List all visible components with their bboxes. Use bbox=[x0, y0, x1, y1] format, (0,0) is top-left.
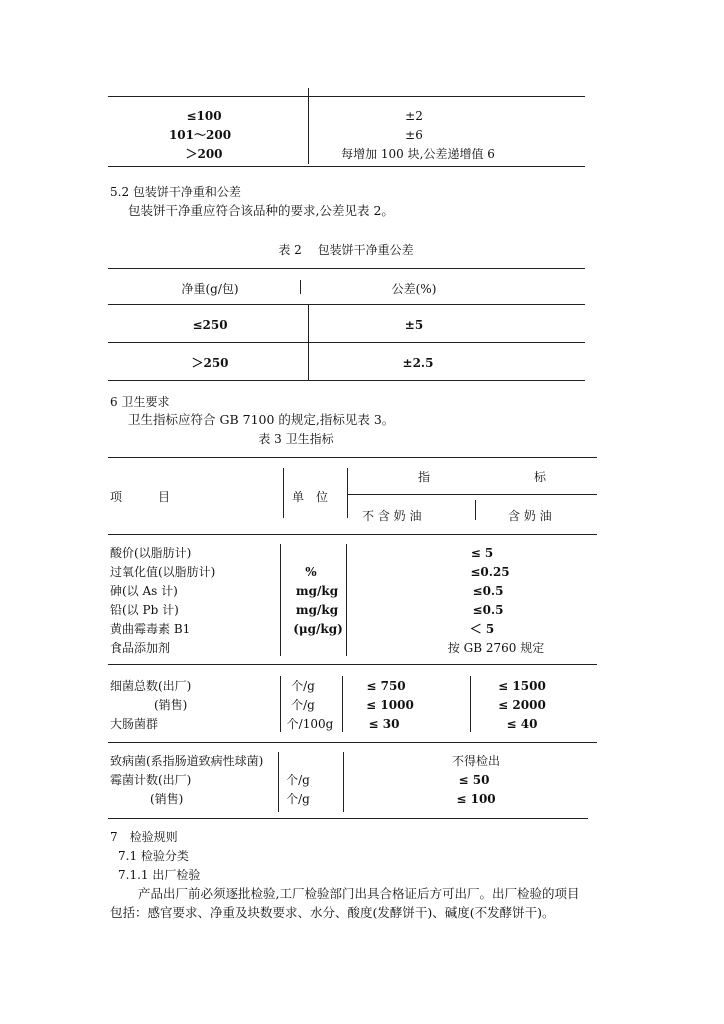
table3-g1-unit-3: mg/kg bbox=[295, 584, 339, 598]
table2-bottom-rule bbox=[108, 380, 585, 381]
table2-top-rule bbox=[108, 268, 585, 269]
table1-count-1: ≤100 bbox=[186, 109, 222, 123]
table3-g2-unit-3: 个/100g bbox=[286, 717, 334, 731]
table3-g2-unit-1: 个/g bbox=[291, 679, 315, 693]
table3-index-subrule bbox=[347, 494, 597, 495]
table3-header-divider-2 bbox=[347, 468, 348, 518]
table3-g2-with-butter-2: ≤ 2000 bbox=[498, 698, 546, 712]
table2-header-rule bbox=[108, 304, 585, 305]
table3-group2-divider-3 bbox=[470, 676, 471, 732]
table3-header-item: 项 目 bbox=[110, 490, 171, 504]
table3-g3-value-2: ≤ 50 bbox=[458, 773, 490, 787]
table3-header-divider-1 bbox=[283, 468, 284, 518]
section-7-1-heading: 7.1 检验分类 bbox=[118, 849, 189, 863]
section-6-text: 卫生指标应符合 GB 7100 的规定,指标见表 3。 bbox=[128, 412, 395, 427]
table2-header-tolerance: 公差(%) bbox=[391, 282, 437, 296]
table3-g3-value-1: 不得检出 bbox=[451, 754, 501, 768]
table3-group2-rule bbox=[108, 742, 597, 743]
table3-g3-item-1: 致病菌(系指肠道致病性球菌) bbox=[110, 754, 264, 768]
table3-g1-item-4: 铅(以 Pb 计) bbox=[110, 603, 179, 617]
table3-g2-no-butter-2: ≤ 1000 bbox=[366, 698, 414, 712]
table3-top-rule bbox=[108, 457, 597, 458]
table3-group2-divider-2 bbox=[342, 676, 343, 732]
table3-g1-value-3: ≤0.5 bbox=[472, 584, 504, 598]
table1-top-rule bbox=[108, 96, 585, 97]
table3-g1-value-5: ＜ 5 bbox=[469, 622, 495, 636]
section-5-2-text: 包装饼干净重应符合该品种的要求,公差见表 2。 bbox=[128, 203, 394, 218]
table3-g2-item-1: 细菌总数(出厂) bbox=[110, 679, 192, 693]
table1-tolerance-3: 每增加 100 块,公差递增值 6 bbox=[341, 147, 495, 161]
table2-header-weight: 净重(g/包) bbox=[181, 282, 239, 296]
table3-bottom-rule bbox=[108, 818, 588, 819]
table3-header-unit: 单 位 bbox=[292, 490, 329, 504]
table3-caption: 表 3 卫生指标 bbox=[258, 432, 334, 446]
table3-g2-with-butter-3: ≤ 40 bbox=[506, 717, 538, 731]
table3-g1-value-2: ≤0.25 bbox=[470, 565, 510, 579]
table3-g1-value-1: ≤ 5 bbox=[470, 546, 494, 560]
table3-header-no-butter: 不 含 奶 油 bbox=[362, 509, 422, 523]
table3-group3-divider-2 bbox=[343, 752, 344, 812]
table3-header-index-2: 标 bbox=[534, 470, 547, 484]
table3-g1-value-4: ≤0.5 bbox=[472, 603, 504, 617]
table3-g1-value-6: 按 GB 2760 规定 bbox=[447, 641, 545, 655]
table3-g2-item-3: 大肠菌群 bbox=[110, 717, 159, 731]
table3-g2-unit-2: 个/g bbox=[291, 698, 315, 712]
table3-index-subdivider bbox=[475, 500, 476, 520]
table1-tolerance-2: ±6 bbox=[405, 128, 423, 142]
table3-header-index: 指 bbox=[418, 470, 431, 484]
table2-header-divider bbox=[300, 280, 301, 294]
table2-weight-1: ≤250 bbox=[192, 318, 228, 332]
table3-group3-divider-1 bbox=[278, 752, 279, 812]
section-7-1-1-heading: 7.1.1 出厂检验 bbox=[118, 868, 201, 882]
table1-count-2: 101～200 bbox=[168, 128, 232, 142]
table3-g3-item-3: (销售) bbox=[150, 792, 184, 806]
table2-tolerance-1: ±5 bbox=[404, 318, 424, 332]
table3-g3-value-3: ≤ 100 bbox=[456, 792, 496, 806]
table3-g1-unit-4: mg/kg bbox=[295, 603, 339, 617]
table3-g3-unit-2: 个/g bbox=[286, 773, 310, 787]
section-5-2-heading: 5.2 包装饼干净重和公差 bbox=[110, 185, 241, 199]
table3-g2-with-butter-1: ≤ 1500 bbox=[498, 679, 546, 693]
section-6-heading: 6 卫生要求 bbox=[110, 395, 170, 409]
table3-g3-unit-3: 个/g bbox=[286, 792, 310, 806]
table3-g1-item-3: 砷(以 As 计) bbox=[110, 584, 178, 598]
section-7-1-1-para-line2: 包括：感官要求、净重及块数要求、水分、酸度(发酵饼干)、碱度(不发酵饼干)。 bbox=[110, 905, 555, 920]
table3-g2-item-2: (销售) bbox=[154, 698, 188, 712]
table3-group1-rule bbox=[108, 664, 597, 665]
table3-g2-no-butter-3: ≤ 30 bbox=[368, 717, 400, 731]
table3-header-with-butter: 含 奶 油 bbox=[508, 509, 552, 523]
table1-tolerance-1: ±2 bbox=[405, 109, 423, 123]
table3-group1-divider-1 bbox=[280, 544, 281, 656]
table3-header-rule bbox=[108, 534, 597, 535]
table3-group1-divider-2 bbox=[346, 544, 347, 656]
table3-g1-item-1: 酸价(以脂肪计) bbox=[110, 546, 192, 560]
table1-count-3: ＞200 bbox=[185, 147, 223, 161]
table1-column-divider bbox=[308, 88, 309, 164]
table3-g2-no-butter-1: ≤ 750 bbox=[366, 679, 406, 693]
table3-group2-divider-1 bbox=[280, 676, 281, 732]
table2-tolerance-2: ±2.5 bbox=[402, 356, 434, 370]
table1-bottom-rule bbox=[108, 166, 585, 167]
table3-g1-unit-5: (μg/kg) bbox=[293, 622, 343, 636]
table3-g1-unit-2: % bbox=[305, 565, 317, 579]
table3-g1-item-5: 黄曲霉毒素 B1 bbox=[110, 622, 191, 636]
section-7-heading: 7 检验规则 bbox=[110, 830, 178, 844]
table2-row-rule bbox=[108, 342, 585, 343]
table2-weight-2: ＞250 bbox=[191, 356, 229, 370]
section-7-1-1-para-line1: 产品出厂前必须逐批检验,工厂检验部门出具合格证后方可出厂。出厂检验的项目 bbox=[138, 886, 580, 901]
table3-g1-item-6: 食品添加剂 bbox=[110, 641, 171, 655]
table2-caption: 表 2 包装饼干净重公差 bbox=[278, 243, 414, 257]
table3-g3-item-2: 霉菌计数(出厂) bbox=[110, 773, 192, 787]
table3-g1-item-2: 过氧化值(以脂肪计) bbox=[110, 565, 216, 579]
